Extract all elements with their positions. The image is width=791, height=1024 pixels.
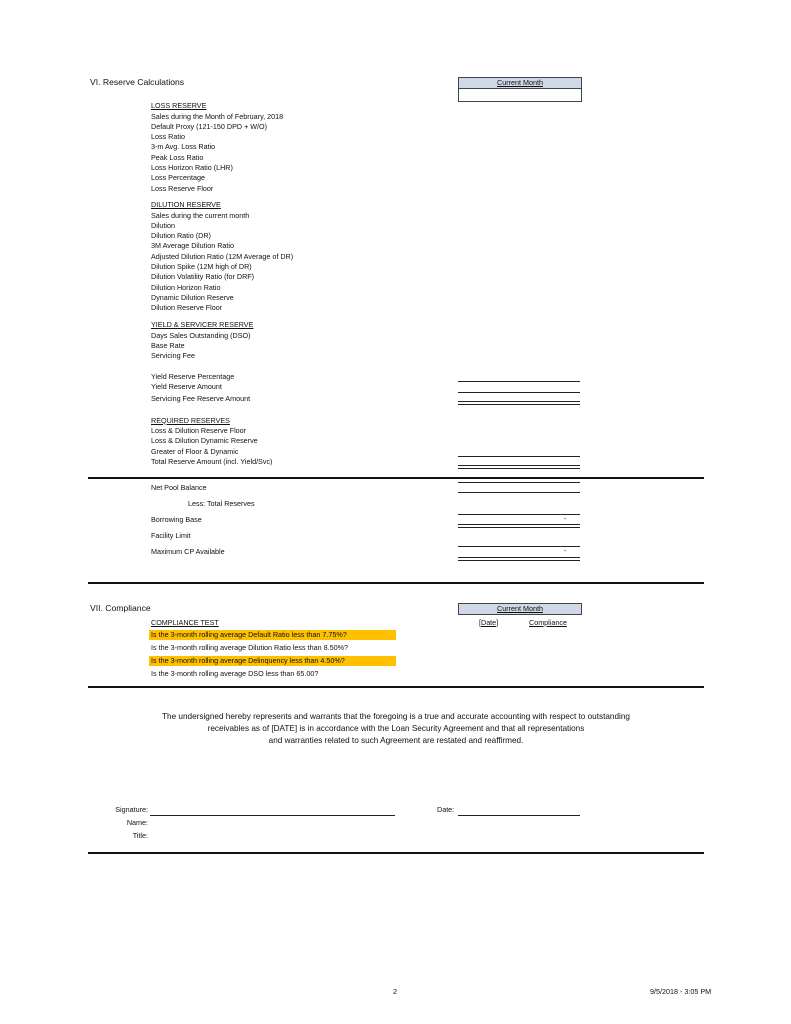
yield-reserve-amount-label: Yield Reserve Amount [151,382,222,391]
maximum-cp-double-rule [458,557,580,561]
loss-reserve-heading: LOSS RESERVE [151,101,207,110]
required-item: Loss & Dilution Dynamic Reserve [151,436,258,446]
servicing-fee-double-rule [458,401,580,405]
dilution-item: Dilution [151,220,175,230]
loss-item: Default Proxy (121-150 DPD + W/O) [151,121,268,131]
required-reserves-heading: REQUIRED RESERVES [151,415,230,425]
compliance-test-default-ratio: Is the 3-month rolling average Default Ratio less than 7.75%? [149,630,396,640]
reserve-current-month-cell [458,89,582,102]
signature-line[interactable] [150,815,395,816]
compliance-current-month-header: Current Month [458,603,582,615]
facility-limit-label: Facility Limit [151,531,191,540]
dilution-item: Dilution Horizon Ratio [151,282,221,292]
loss-item: Loss Ratio [151,132,185,142]
reserve-current-month-header: Current Month [458,77,582,89]
title-label: Title: [132,831,148,840]
borrowing-base-value: - [564,514,567,523]
dilution-item: Dilution Reserve Floor [151,303,223,313]
dilution-item: Dilution Spike (12M high of DR) [151,262,252,271]
required-item: Loss & Dilution Reserve Floor [151,426,247,435]
certification-line-2: receivables as of [DATE] is in accordance with the Loan Security Agreement and that all representations [207,724,585,733]
certification-line-1: The undersigned hereby represents and warrants that the foregoing is a true and accurate accounting with respect to outstanding [162,712,630,721]
certification-line-3: and warranties related to such Agreement are restated and reaffirmed. [268,736,524,745]
yield-item: Servicing Fee [151,351,195,361]
yield-amount-underline [458,392,580,393]
borrowing-top-rule [458,514,580,515]
maximum-cp-value: - [564,546,567,555]
yield-reserve-percentage-label: Yield Reserve Percentage [151,371,235,381]
yield-item: Days Sales Outstanding (DSO) [151,330,251,340]
compliance-test-delinquency: Is the 3-month rolling average Delinquency less than 4.50%? [149,656,396,666]
reserve-section-title: VI. Reserve Calculations [90,77,185,87]
dilution-item: Dilution Volatility Ratio (for DRF) [151,272,255,282]
date-label: Date: [437,805,455,814]
dilution-item: Sales during the current month [151,210,250,220]
max-cp-top-rule [458,546,580,547]
loss-item: Sales during the Month of February, 2018 [151,111,284,121]
section-divider [88,477,704,479]
page-number: 2 [393,987,397,996]
loss-item: Loss Horizon Ratio (LHR) [151,163,233,172]
maximum-cp-label: Maximum CP Available [151,547,225,556]
yield-reserve-heading: YIELD & SERVICER RESERVE [151,320,254,329]
compliance-section-title: VII. Compliance [90,603,151,613]
loss-item: Loss Percentage [151,173,205,183]
loss-item: Peak Loss Ratio [151,152,204,162]
net-pool-top-rule [458,482,580,483]
loss-item: 3-m Avg. Loss Ratio [151,142,216,152]
required-item: Greater of Floor & Dynamic [151,446,239,456]
compliance-column: Compliance [529,617,567,627]
compliance-test-heading: COMPLIANCE TEST [151,617,219,627]
dilution-item: Adjusted Dilution Ratio (12M Average of DR) [151,251,294,261]
print-timestamp: 9/5/2018 - 3:05 PM [650,987,712,996]
borrowing-base-label: Borrowing Base [151,515,202,524]
compliance-date-column: [Date] [479,617,499,627]
total-reserve-amount-label: Total Reserve Amount (incl. Yield/Svc) [151,457,273,466]
dilution-item: Dilution Ratio (DR) [151,231,211,241]
less-total-reserves-label: Less: Total Reserves [188,499,255,508]
dilution-reserve-heading: DILUTION RESERVE [151,200,221,209]
signature-label: Signature: [115,805,148,814]
dilution-item: Dynamic Dilution Reserve [151,292,234,302]
date-line[interactable] [458,815,580,816]
total-reserve-double-rule [458,465,580,469]
servicing-fee-reserve-label: Servicing Fee Reserve Amount [151,393,251,403]
greater-underline [458,456,580,457]
borrowing-base-double-rule [458,524,580,528]
name-label: Name: [126,818,148,827]
yield-item: Base Rate [151,340,185,350]
net-pool-balance-label: Net Pool Balance [151,482,207,492]
section-divider [88,852,704,854]
compliance-test-dso: Is the 3-month rolling average DSO less than 65.00? [151,669,319,678]
net-pool-underline [458,492,580,493]
section-divider [88,582,704,584]
yield-percentage-underline [458,381,580,382]
loss-item: Loss Reserve Floor [151,183,214,193]
dilution-item: 3M Average Dilution Ratio [151,241,234,251]
compliance-test-dilution-ratio: Is the 3-month rolling average Dilution Ratio less than 8.50%? [151,643,348,652]
section-divider [88,686,704,688]
